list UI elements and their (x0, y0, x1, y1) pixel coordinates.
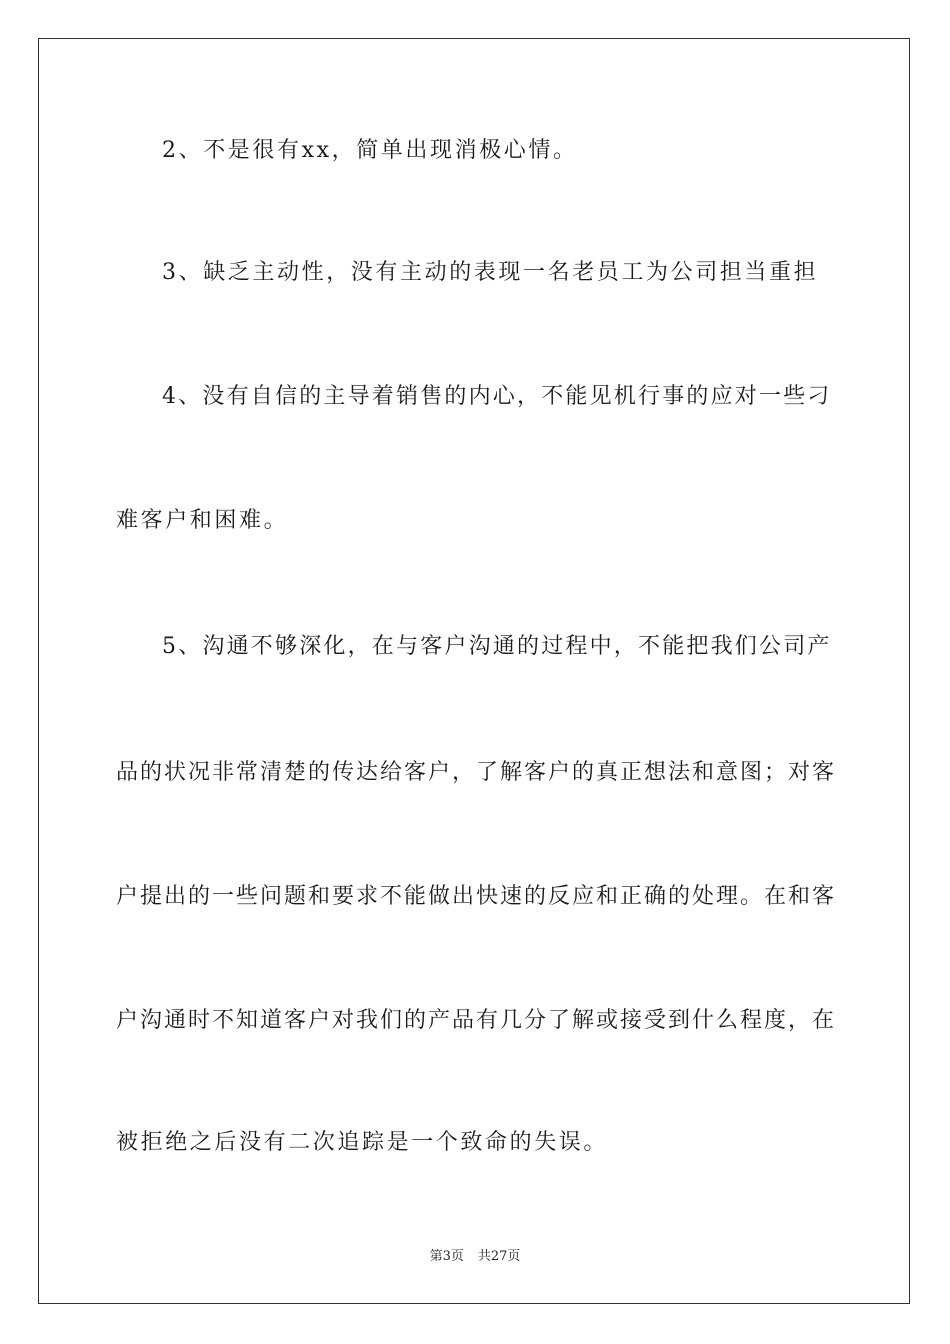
page-border (38, 38, 910, 1304)
paragraph-line-8: 户沟通时不知道客户对我们的产品有几分了解或接受到什么程度，在 (116, 1008, 837, 1033)
paragraph-line-1: 2、不是很有xx，简单出现消极心情。 (162, 138, 578, 163)
page-total: 共27页 (477, 1249, 521, 1264)
paragraph-line-4: 难客户和困难。 (116, 508, 289, 533)
paragraph-line-2: 3、缺乏主动性，没有主动的表现一名老员工为公司担当重担 (162, 260, 819, 285)
paragraph-line-9: 被拒绝之后没有二次追踪是一个致命的失误。 (116, 1130, 609, 1155)
paragraph-line-3: 4、没有自信的主导着销售的内心，不能见机行事的应对一些刁 (162, 384, 832, 409)
page-footer (0, 1245, 950, 1264)
paragraph-line-6: 品的状况非常清楚的传达给客户，了解客户的真正想法和意图；对客 (116, 760, 837, 785)
paragraph-line-5: 5、沟通不够深化，在与客户沟通的过程中，不能把我们公司产 (162, 634, 832, 659)
paragraph-line-7: 户提出的一些问题和要求不能做出快速的反应和正确的处理。在和客 (116, 884, 837, 909)
page-number: 第3页 (429, 1249, 464, 1264)
